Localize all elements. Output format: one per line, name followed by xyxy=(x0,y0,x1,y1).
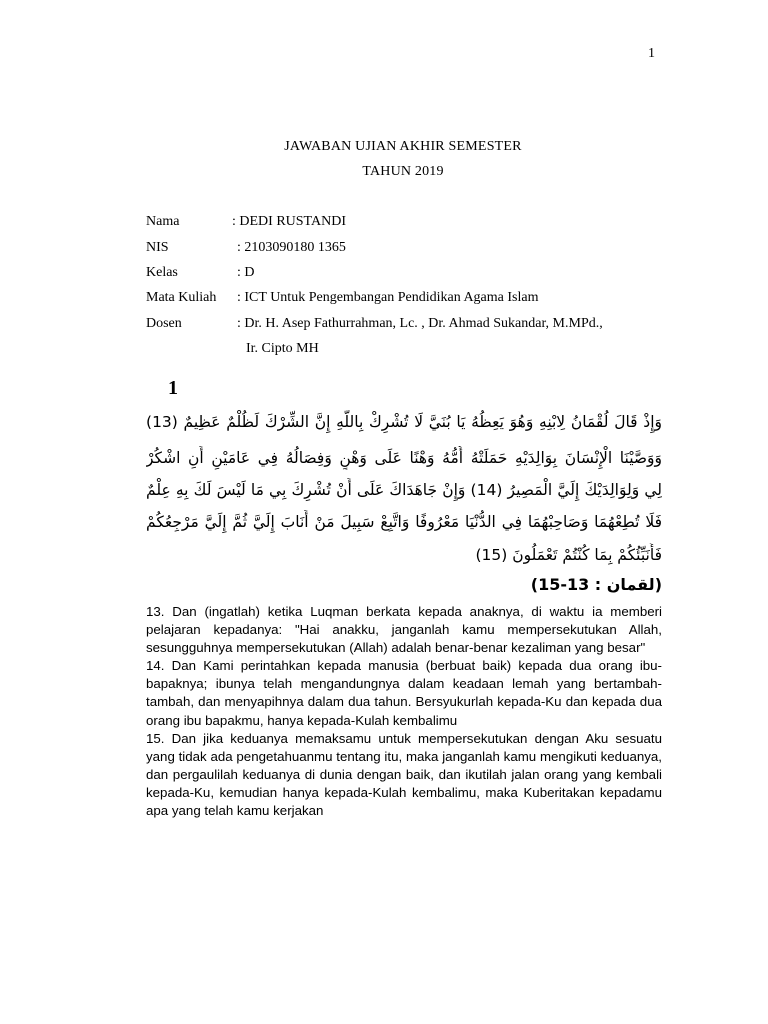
nis-value: : 2103090180 1365 xyxy=(237,240,346,255)
page-number: 1 xyxy=(648,46,655,61)
translation-verse-15: 15. Dan jika keduanya memaksamu untuk mempersekutukan dengan Aku sesuatu yang tidak ada pengetahuanmu tentang itu, maka janganlah kamu mengikuti keduanya, dan pergaulilah keduanya di dunia dengan baik, dan ikutilah jalan orang yang kembali kepada-Ku, kemudian hanya kepada-Kulah kembalimu, maka Kuberitakan kepadamu apa yang telah kamu kerjakan xyxy=(146,730,662,819)
translation-verse-14: 14. Dan Kami perintahkan kepada manusia (berbuat baik) kepada dua orang ibu-bapaknya; ibunya telah mengandungnya dalam keadaan lemah yang bertambah-tambah, dan menyapihnya dalam dua tahun. Bersyukurlah kepada-Ku dan kepada dua orang ibu bapakmu, hanya kepada-Kulah kembalimu xyxy=(146,658,662,728)
nama-label: Nama xyxy=(146,214,180,229)
dosen-value: : Dr. H. Asep Fathurrahman, Lc. , Dr. Ahmad Sukandar, M.MPd., xyxy=(237,316,603,331)
surah-reference: (لقمان : 13-15) xyxy=(530,575,662,594)
document-title: JAWABAN UJIAN AKHIR SEMESTER xyxy=(284,139,522,154)
arabic-line-1: وَإِذْ قَالَ لُقْمَانُ لِابْنِهِ وَهُوَ يَعِظُهُ يَا بُنَيَّ لَا تُشْرِكْ بِاللَّهِ إِنَّ الشِّرْكَ لَظُلْمٌ عَظِيمٌ (13) xyxy=(146,413,662,431)
kelas-label: Kelas xyxy=(146,265,178,280)
translation-verse-13: 13. Dan (ingatlah) ketika Luqman berkata kepada anaknya, di waktu ia memberi pelajaran kepadanya: "Hai anakku, janganlah kamu mempersekutukan Allah, sesungguhnya mempersekutukan (Allah) adalah benar-benar kezaliman yang besar" xyxy=(146,604,662,656)
arabic-line-5: فَأُنَبِّئُكُمْ بِمَا كُنْتُمْ تَعْمَلُونَ (15) xyxy=(475,546,662,564)
arabic-line-2: وَوَصَّيْنَا الْإِنْسَانَ بِوَالِدَيْهِ حَمَلَتْهُ أُمُّهُ وَهْنًا عَلَى وَهْنٍ وَفِصَالُهُ فِي عَامَيْنِ أَنِ اشْكُرْ xyxy=(146,449,662,467)
nama-value: : DEDI RUSTANDI xyxy=(232,214,346,229)
translation-block xyxy=(146,603,662,820)
dosen-label: Dosen xyxy=(146,316,182,331)
kelas-value: : D xyxy=(237,265,255,280)
nis-label: NIS xyxy=(146,240,169,255)
mata-kuliah-label: Mata Kuliah xyxy=(146,290,217,305)
arabic-line-4: فَلَا تُطِعْهُمَا وَصَاحِبْهُمَا فِي الدُّنْيَا مَعْرُوفًا وَاتَّبِعْ سَبِيلَ مَنْ أَنَابَ إِلَيَّ ثُمَّ إِلَيَّ مَرْجِعُكُمْ xyxy=(146,513,662,531)
arabic-line-3: لِي وَلِوَالِدَيْكَ إِلَيَّ الْمَصِيرُ (14) وَإِنْ جَاهَدَاكَ عَلَى أَنْ تُشْرِكَ بِي مَا لَيْسَ لَكَ بِهِ عِلْمٌ xyxy=(146,481,662,499)
question-number: 1 xyxy=(168,377,178,399)
mata-kuliah-value: : ICT Untuk Pengembangan Pendidikan Agama Islam xyxy=(237,290,539,305)
document-year: TAHUN 2019 xyxy=(362,164,444,179)
dosen-value-cont: Ir. Cipto MH xyxy=(246,341,319,356)
